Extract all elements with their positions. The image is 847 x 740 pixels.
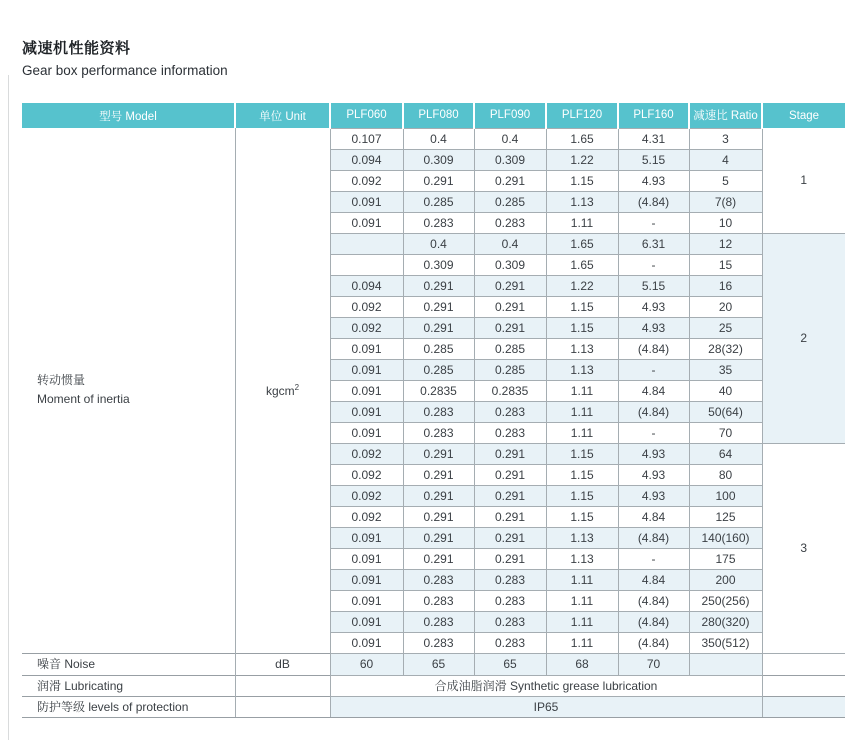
value-cell: 0.291 [403, 485, 474, 506]
value-cell: 0.091 [330, 212, 403, 233]
value-cell: 0.283 [403, 590, 474, 611]
value-cell: 12 [689, 233, 762, 254]
value-cell: 0.094 [330, 149, 403, 170]
value-cell: 0.291 [403, 443, 474, 464]
column-header-ratio: 减速比 Ratio [689, 103, 762, 128]
value-cell: 0.091 [330, 338, 403, 359]
value-cell: 280(320) [689, 611, 762, 632]
value-cell: 0.283 [403, 401, 474, 422]
inertia-label-en: Moment of inertia [37, 392, 130, 407]
value-cell: 28(32) [689, 338, 762, 359]
value-cell: 0.291 [403, 548, 474, 569]
value-cell: 20 [689, 296, 762, 317]
value-cell: 0.309 [403, 149, 474, 170]
value-cell: 125 [689, 506, 762, 527]
inertia-label-cell [22, 128, 235, 653]
value-cell: 0.2835 [403, 380, 474, 401]
noise-value-ratio [689, 653, 762, 675]
value-cell: 1.65 [546, 233, 618, 254]
value-cell: 250(256) [689, 590, 762, 611]
value-cell: 0.291 [403, 527, 474, 548]
value-cell: 1.15 [546, 170, 618, 191]
value-cell: 0.091 [330, 569, 403, 590]
value-cell: 0.283 [403, 212, 474, 233]
value-cell: 1.15 [546, 443, 618, 464]
value-cell: (4.84) [618, 632, 689, 653]
noise-value-plf090: 65 [474, 653, 546, 675]
value-cell: 1.11 [546, 401, 618, 422]
performance-table [22, 103, 845, 718]
noise-value-plf060: 60 [330, 653, 403, 675]
protection-value: IP65 [330, 696, 762, 717]
value-cell: 5.15 [618, 275, 689, 296]
value-cell: 0.092 [330, 464, 403, 485]
value-cell: 0.283 [474, 632, 546, 653]
lubricating-label: 润滑 Lubricating [22, 675, 235, 696]
value-cell: 0.4 [474, 233, 546, 254]
value-cell: 0.092 [330, 317, 403, 338]
value-cell: 1.15 [546, 464, 618, 485]
stage-cell: 2 [762, 233, 845, 443]
value-cell: 1.11 [546, 611, 618, 632]
value-cell: 4.93 [618, 317, 689, 338]
value-cell: 5 [689, 170, 762, 191]
inertia-unit-cell: kgcm$^2$ [235, 128, 330, 653]
value-cell: 1.65 [546, 128, 618, 149]
protection-stage-cell [762, 696, 845, 717]
value-cell: 0.291 [403, 464, 474, 485]
value-cell: 4.84 [618, 380, 689, 401]
value-cell: - [618, 359, 689, 380]
noise-stage-cell [762, 653, 845, 675]
value-cell: 0.291 [474, 527, 546, 548]
value-cell: 4.93 [618, 296, 689, 317]
value-cell: 16 [689, 275, 762, 296]
value-cell: 15 [689, 254, 762, 275]
column-header-plf080: PLF080 [403, 103, 474, 128]
value-cell: 0.285 [403, 191, 474, 212]
noise-value-plf160: 70 [618, 653, 689, 675]
value-cell: 3 [689, 128, 762, 149]
value-cell: 1.15 [546, 506, 618, 527]
value-cell: 1.13 [546, 191, 618, 212]
column-header-plf160: PLF160 [618, 103, 689, 128]
value-cell: 0.091 [330, 191, 403, 212]
noise-label: 噪音 Noise [22, 653, 235, 675]
value-cell: 140(160) [689, 527, 762, 548]
value-cell: 0.4 [403, 233, 474, 254]
value-cell: 0.2835 [474, 380, 546, 401]
column-header-model: 型号 Model [22, 103, 235, 128]
value-cell [330, 254, 403, 275]
value-cell: 0.091 [330, 422, 403, 443]
protection-unit [235, 696, 330, 717]
value-cell: 0.291 [403, 296, 474, 317]
value-cell: 0.091 [330, 632, 403, 653]
value-cell: 1.15 [546, 485, 618, 506]
noise-value-plf080: 65 [403, 653, 474, 675]
value-cell: 0.291 [403, 170, 474, 191]
value-cell: 0.291 [403, 275, 474, 296]
value-cell: 4 [689, 149, 762, 170]
value-cell: (4.84) [618, 611, 689, 632]
value-cell: 1.13 [546, 527, 618, 548]
value-cell: (4.84) [618, 401, 689, 422]
value-cell: 0.291 [403, 506, 474, 527]
value-cell: 0.309 [474, 254, 546, 275]
value-cell: 0.091 [330, 401, 403, 422]
value-cell: 1.11 [546, 380, 618, 401]
column-header-stage: Stage [762, 103, 845, 128]
value-cell: 175 [689, 548, 762, 569]
noise-value-plf120: 68 [546, 653, 618, 675]
lubricating-stage-cell [762, 675, 845, 696]
value-cell: 0.309 [474, 149, 546, 170]
value-cell: 0.094 [330, 275, 403, 296]
value-cell: 4.93 [618, 464, 689, 485]
value-cell: 0.283 [474, 422, 546, 443]
value-cell: (4.84) [618, 338, 689, 359]
value-cell: 1.11 [546, 569, 618, 590]
value-cell: 1.22 [546, 149, 618, 170]
value-cell: 0.285 [474, 338, 546, 359]
inertia-label-zh: 转动惯量 [37, 373, 86, 388]
value-cell: 0.291 [474, 443, 546, 464]
value-cell: 0.283 [474, 212, 546, 233]
header-row [22, 103, 845, 128]
value-cell: 80 [689, 464, 762, 485]
value-cell: 40 [689, 380, 762, 401]
lubricating-value: 合成油脂润滑 Synthetic grease lubrication [330, 675, 762, 696]
value-cell: 0.283 [474, 590, 546, 611]
value-cell: 25 [689, 317, 762, 338]
value-cell: 6.31 [618, 233, 689, 254]
value-cell: 0.092 [330, 296, 403, 317]
value-cell: 0.091 [330, 380, 403, 401]
value-cell: 0.291 [474, 296, 546, 317]
value-cell: 0.4 [403, 128, 474, 149]
value-cell: (4.84) [618, 191, 689, 212]
value-cell: 4.84 [618, 506, 689, 527]
page-title-zh: 减速机性能资料 [22, 40, 131, 57]
value-cell: 1.11 [546, 422, 618, 443]
value-cell: 64 [689, 443, 762, 464]
value-cell: 5.15 [618, 149, 689, 170]
value-cell: 1.65 [546, 254, 618, 275]
value-cell: 350(512) [689, 632, 762, 653]
value-cell: 100 [689, 485, 762, 506]
column-header-plf120: PLF120 [546, 103, 618, 128]
value-cell: 4.93 [618, 443, 689, 464]
value-cell: 0.283 [474, 401, 546, 422]
value-cell: 0.283 [403, 611, 474, 632]
value-cell: 70 [689, 422, 762, 443]
noise-row [22, 653, 845, 675]
value-cell: (4.84) [618, 590, 689, 611]
value-cell: 4.84 [618, 569, 689, 590]
value-cell: 0.283 [403, 632, 474, 653]
value-cell: 0.092 [330, 443, 403, 464]
column-header-unit: 单位 Unit [235, 103, 330, 128]
value-cell: 0.291 [474, 548, 546, 569]
value-cell: - [618, 548, 689, 569]
value-cell: 1.11 [546, 212, 618, 233]
value-cell: 4.31 [618, 128, 689, 149]
value-cell: 10 [689, 212, 762, 233]
value-cell: 0.107 [330, 128, 403, 149]
value-cell: 0.091 [330, 359, 403, 380]
value-cell: 35 [689, 359, 762, 380]
value-cell: 0.291 [474, 506, 546, 527]
value-cell: 1.15 [546, 296, 618, 317]
value-cell: 1.13 [546, 359, 618, 380]
value-cell: 0.283 [474, 569, 546, 590]
protection-label: 防护等级 levels of protection [22, 696, 235, 717]
value-cell [330, 233, 403, 254]
value-cell: 0.291 [403, 317, 474, 338]
inertia-body [22, 128, 845, 653]
value-cell: 4.93 [618, 170, 689, 191]
lubricating-unit [235, 675, 330, 696]
value-cell: 1.22 [546, 275, 618, 296]
value-cell: 0.309 [403, 254, 474, 275]
value-cell: 0.091 [330, 590, 403, 611]
value-cell: 0.291 [474, 275, 546, 296]
value-cell: 0.091 [330, 548, 403, 569]
value-cell: 0.283 [403, 422, 474, 443]
value-cell: 0.092 [330, 485, 403, 506]
table-header [22, 103, 845, 128]
value-cell: - [618, 254, 689, 275]
value-cell: 0.4 [474, 128, 546, 149]
inertia-row [22, 128, 845, 149]
value-cell: 4.93 [618, 485, 689, 506]
value-cell: 1.11 [546, 590, 618, 611]
column-header-plf060: PLF060 [330, 103, 403, 128]
value-cell: 0.285 [474, 359, 546, 380]
page-edge-line [8, 75, 9, 740]
value-cell: 0.283 [474, 611, 546, 632]
column-header-plf090: PLF090 [474, 103, 546, 128]
noise-unit: dB [235, 653, 330, 675]
page-title-en: Gear box performance information [22, 63, 228, 78]
stage-cell: 3 [762, 443, 845, 653]
value-cell: - [618, 422, 689, 443]
value-cell: 0.091 [330, 527, 403, 548]
value-cell: 200 [689, 569, 762, 590]
lubricating-row [22, 675, 845, 696]
bottom-rows [22, 653, 845, 717]
value-cell: 0.283 [403, 569, 474, 590]
value-cell: (4.84) [618, 527, 689, 548]
value-cell: 0.285 [403, 359, 474, 380]
value-cell: 0.091 [330, 611, 403, 632]
value-cell: 1.13 [546, 548, 618, 569]
value-cell: 1.15 [546, 317, 618, 338]
value-cell: 0.291 [474, 464, 546, 485]
protection-row [22, 696, 845, 717]
value-cell: 0.291 [474, 317, 546, 338]
value-cell: 0.285 [403, 338, 474, 359]
value-cell: 0.092 [330, 506, 403, 527]
value-cell: 50(64) [689, 401, 762, 422]
value-cell: 0.285 [474, 191, 546, 212]
value-cell: - [618, 212, 689, 233]
stage-cell: 1 [762, 128, 845, 233]
value-cell: 0.291 [474, 485, 546, 506]
value-cell: 0.291 [474, 170, 546, 191]
value-cell: 1.13 [546, 338, 618, 359]
value-cell: 0.092 [330, 170, 403, 191]
value-cell: 1.11 [546, 632, 618, 653]
value-cell: 7(8) [689, 191, 762, 212]
